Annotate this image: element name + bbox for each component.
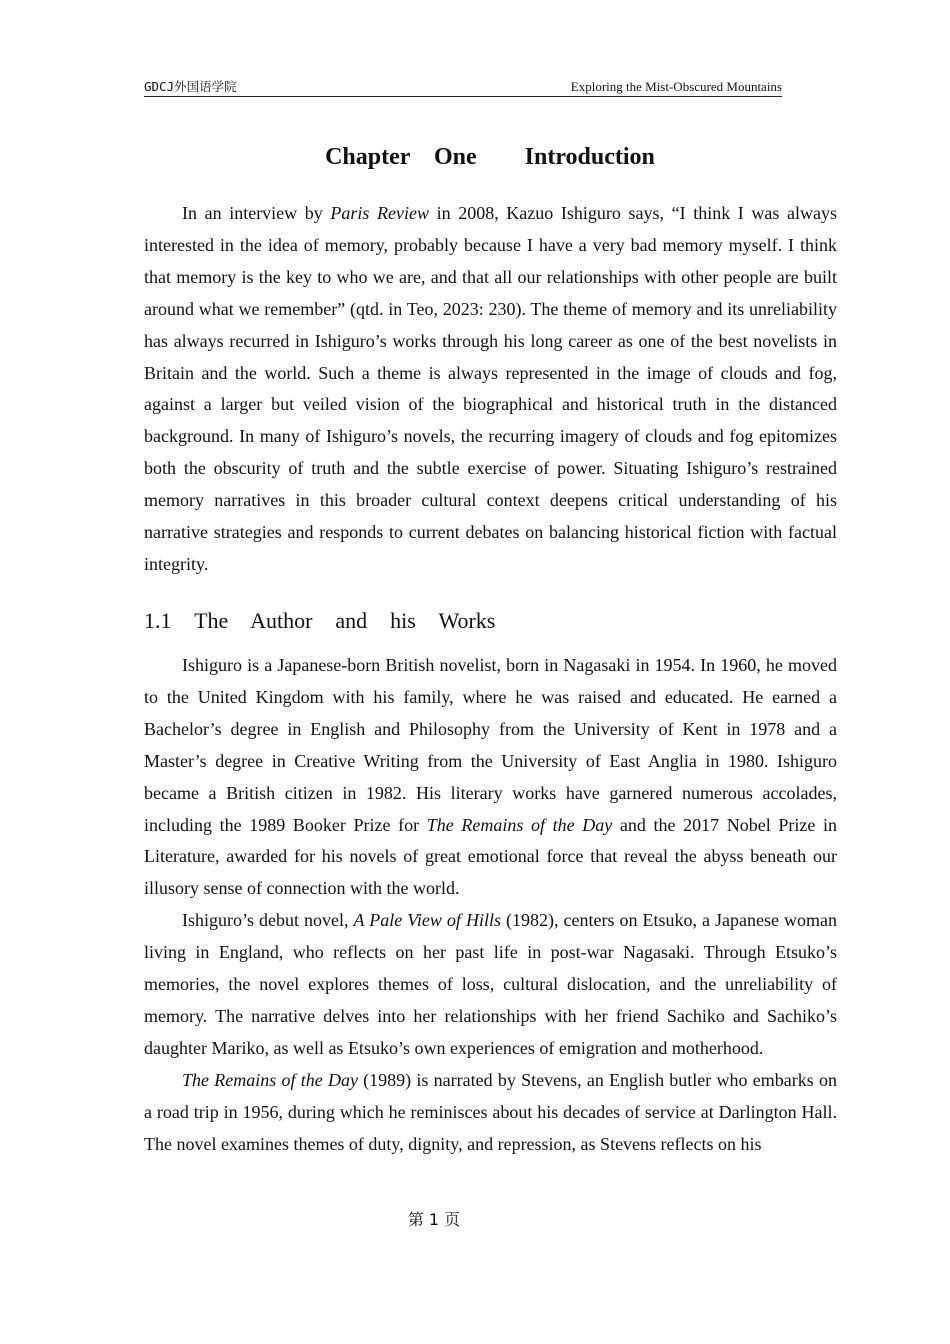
running-header bbox=[144, 78, 782, 97]
section-paragraph bbox=[144, 650, 837, 905]
page-number: 第 1 页 bbox=[407, 1210, 461, 1229]
intro-section bbox=[144, 198, 837, 581]
text-run: In an interview by bbox=[182, 203, 331, 223]
text-run: Ishiguro’s debut novel, bbox=[182, 910, 354, 931]
italic-title: The Remains of the Day bbox=[182, 1069, 358, 1090]
italic-title: The Remains of the Day bbox=[426, 814, 613, 835]
header-institution: GDCJ外国语学院 bbox=[144, 79, 237, 94]
author-section-body bbox=[144, 650, 837, 1161]
chapter-title: Chapter One Introduction bbox=[325, 144, 655, 170]
section-paragraph bbox=[144, 905, 837, 1065]
italic-title: A Pale View of Hills bbox=[353, 910, 501, 931]
text-run: Ishiguro is a Japanese-born British novelist, born in Nagasaki in 1954. In 1960, he moved to the United Kingdom with his family, where he was raised and educated. He earned a Bachelor’s degree in English and Philosophy from the University of Kent in 1978 and a Master’s degree in Creative Writing from the University of East Anglia in 1980. Ishiguro became a British citizen in 1982. His literary works have garnered numerous accolades, including the 1989 Booker Prize for bbox=[144, 655, 837, 835]
intro-paragraph bbox=[144, 198, 837, 581]
header-thesis-title: Exploring the Mist-Obscured Mountains bbox=[570, 79, 782, 94]
text-run: (1989) is narrated by Stevens, an English butler who embarks on a road trip in 1956, during which he reminisces about his decades of service at Darlington Hall. The novel examines themes of duty, dignity, and repression, as Stevens reflects on his bbox=[144, 1069, 837, 1154]
text-run: in 2008, Kazuo Ishiguro says, “I think I was always interested in the idea of memory, probably because I have a very bad memory myself. I think that memory is the key to who we are, and that all our relationships with other people are built around what we remember” (qtd. in Teo, 2023: 230). The theme of memory and its unreliability has always recurred in Ishiguro’s works through his long career as one of the best novelists in Britain and the world. Such a theme is always represented in the image of clouds and fog, against a larger but veiled vision of the biographical and historical truth in the distanced background. In many of Ishiguro’s novels, the recurring imagery of clouds and fog epitomizes both the obscurity of truth and the subtle exercise of power. Situating Ishiguro’s restrained memory narratives in this broader cultural context deepens critical understanding of his narrative strategies and responds to current debates on balancing historical fiction with factual integrity. bbox=[144, 203, 837, 574]
italic-title: Paris Review bbox=[330, 203, 429, 223]
text-run: and the 2017 Nobel Prize in Literature, awarded for his novels of great emotional force that reveal the abyss beneath our illusory sense of connection with the world. bbox=[144, 814, 837, 899]
section-heading: 1.1 The Author and his Works bbox=[144, 608, 496, 633]
section-paragraph bbox=[144, 1065, 837, 1161]
text-run: (1982), centers on Etsuko, a Japanese woman living in England, who reflects on her past life in post-war Nagasaki. Through Etsuko’s memories, the novel explores themes of loss, cultural dislocation, and the unreliability of memory. The narrative delves into her relationships with her friend Sachiko and Sachiko’s daughter Mariko, as well as Etsuko’s own experiences of emigration and motherhood. bbox=[144, 910, 837, 1058]
